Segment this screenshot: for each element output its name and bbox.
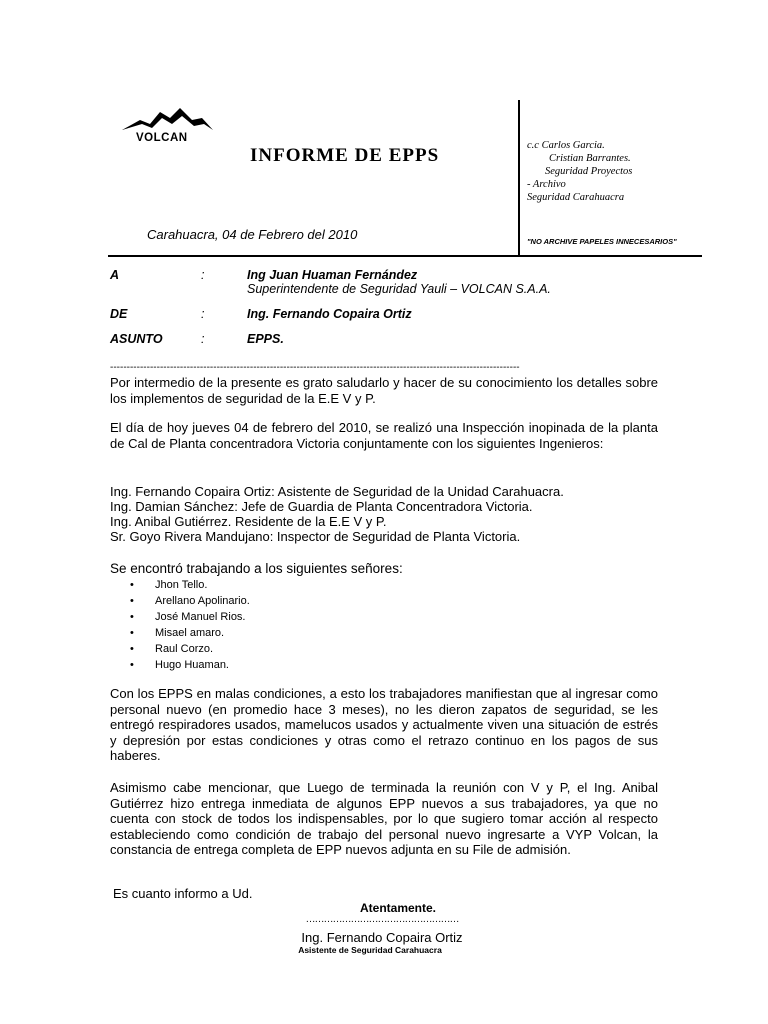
vertical-divider bbox=[518, 100, 520, 255]
list-item: • Raul Corzo. bbox=[130, 643, 214, 655]
list-item: • Hugo Huaman. bbox=[130, 659, 229, 671]
to-label: A bbox=[110, 268, 120, 282]
bullet-icon: • bbox=[130, 627, 134, 639]
list-item: • Arellano Apolinario. bbox=[130, 595, 250, 607]
bullet-icon: • bbox=[130, 643, 134, 655]
cc-line: - Archivo bbox=[527, 179, 566, 190]
from-separator: : bbox=[201, 307, 205, 321]
engineer-line: Ing. Damian Sánchez: Jefe de Guardia de Planta Concentradora Victoria. bbox=[110, 499, 533, 514]
logo-text: VOLCAN bbox=[136, 132, 188, 144]
paragraph-conditions: Con los EPPS en malas condiciones, a esto los trabajadores manifiestan que al ingresar como personal nuevo (en promedio hace 3 meses), no les dieron zapatos de seguridad, se les entregó respiradores usados, mamelucos usados y actualmente viven una situación de estrés y depresión por estas condiciones y otras como el retrazo continuo en los pagos de sus haberes. bbox=[110, 686, 658, 764]
paragraph-followup: Asimismo cabe mencionar, que Luego de terminada la reunión con V y P, el Ing. Anibal Gutiérrez hizo entrega inmediata de algunos EPP nuevos a sus trabajadores, ya que no cuenta con stock de todos los indispensables, por lo que sugiero tomar acción al respecto estableciendo como condición de trabajo del personal nuevo ingresarte a VYP Volcan, la constancia de entrega completa de EPP nuevos adjunta en su File de admisión. bbox=[110, 780, 658, 858]
signer-role: Asistente de Seguridad Carahuacra bbox=[298, 945, 442, 955]
cc-line: Seguridad Carahuacra bbox=[527, 192, 625, 203]
bullet-icon: • bbox=[130, 579, 134, 591]
cc-line: c.c Carlos Garcia. bbox=[527, 140, 605, 151]
engineer-line: Ing. Anibal Gutiérrez. Residente de la E.E V y P. bbox=[110, 514, 387, 529]
engineer-line: Sr. Goyo Rivera Mandujano: Inspector de Seguridad de Planta Victoria. bbox=[110, 529, 521, 544]
signer-name: Ing. Fernando Copaira Ortiz bbox=[301, 930, 463, 945]
header-divider bbox=[108, 255, 702, 257]
dashed-separator: --------------------------------------------------------------------------------------------------------------------------- bbox=[110, 362, 520, 373]
bullet-icon: • bbox=[130, 595, 134, 607]
place-date: Carahuacra, 04 de Febrero del 2010 bbox=[147, 227, 358, 242]
archive-notice: "NO ARCHIVE PAPELES INNECESARIOS" bbox=[527, 237, 677, 246]
bullet-icon: • bbox=[130, 611, 134, 623]
list-item: • Jhon Tello. bbox=[130, 579, 208, 591]
from-label: DE bbox=[110, 307, 128, 321]
bullet-icon: • bbox=[130, 659, 134, 671]
paragraph-intro: Por intermedio de la presente es grato saludarlo y hacer de su conocimiento los detalles sobre los implementos de seguridad de la E.E V y P. bbox=[110, 375, 658, 406]
cc-line: Seguridad Proyectos bbox=[545, 166, 633, 177]
from-name: Ing. Fernando Copaira Ortiz bbox=[247, 307, 412, 321]
list-item: • Misael amaro. bbox=[130, 627, 225, 639]
paragraph-inspection: El día de hoy jueves 04 de febrero del 2010, se realizó una Inspección inopinada de la planta de Cal de Planta concentradora Victoria conjuntamente con los siguientes Ingenieros: bbox=[110, 420, 658, 451]
salutation: Atentamente. bbox=[359, 901, 436, 915]
subject-label: ASUNTO bbox=[110, 332, 163, 346]
cc-block bbox=[527, 139, 632, 204]
to-role: Superintendente de Seguridad Yauli – VOLCAN S.A.A. bbox=[247, 282, 551, 296]
to-name: Ing Juan Huaman Fernández bbox=[247, 268, 418, 282]
to-separator: : bbox=[201, 268, 205, 282]
cc-line: Cristian Barrantes. bbox=[549, 153, 631, 164]
volcan-logo bbox=[120, 104, 215, 148]
list-item: • José Manuel Rios. bbox=[130, 611, 246, 623]
signature-line: …………………………………………… bbox=[305, 914, 459, 925]
mountain-logo-icon bbox=[120, 104, 215, 134]
document-title: INFORME DE EPPS bbox=[250, 145, 440, 166]
closing-line: Es cuanto informo a Ud. bbox=[113, 886, 253, 901]
engineer-line: Ing. Fernando Copaira Ortiz: Asistente de Seguridad de la Unidad Carahuacra. bbox=[110, 484, 564, 499]
subject-separator: : bbox=[201, 332, 205, 346]
subject-value: EPPS. bbox=[247, 332, 284, 346]
workers-list bbox=[130, 577, 250, 673]
workers-intro: Se encontró trabajando a los siguientes señores: bbox=[110, 561, 403, 576]
